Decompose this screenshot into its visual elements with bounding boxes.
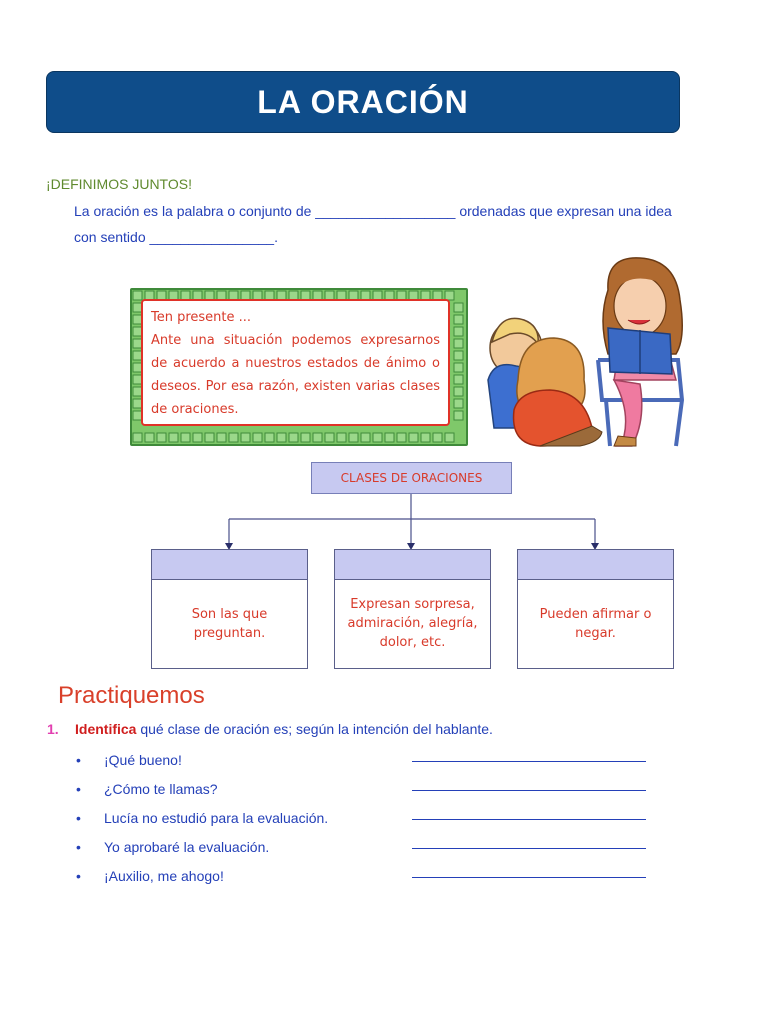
frame-cell xyxy=(301,433,310,442)
item-text: Lucía no estudió para la evaluación. xyxy=(104,809,329,826)
item-text: ¿Cómo te llamas? xyxy=(104,780,218,797)
card-header xyxy=(335,550,490,580)
page-title: LA ORACIÓN xyxy=(257,83,469,120)
bullet-icon: • xyxy=(76,867,81,884)
frame-cell xyxy=(265,433,274,442)
bullet-icon: • xyxy=(76,809,81,826)
class-card-declarative xyxy=(517,549,674,669)
answer-line[interactable] xyxy=(412,761,646,762)
answer-line[interactable] xyxy=(412,819,646,820)
practice-title: Practiquemos xyxy=(58,682,205,709)
frame-cell xyxy=(181,433,190,442)
frame-cell xyxy=(454,327,463,336)
note-box xyxy=(141,299,450,426)
frame-cell xyxy=(253,433,262,442)
frame-cell xyxy=(133,433,142,442)
note-title: Ten presente ... xyxy=(151,310,252,325)
frame-cell xyxy=(421,433,430,442)
list-item xyxy=(76,745,651,774)
frame-cell xyxy=(169,433,178,442)
frame-cell xyxy=(397,433,406,442)
section-heading: ¡DEFINIMOS JUNTOS! xyxy=(46,176,192,192)
frame-cell xyxy=(454,339,463,348)
frame-cell xyxy=(277,433,286,442)
answer-line[interactable] xyxy=(412,790,646,791)
answer-line[interactable] xyxy=(412,877,646,878)
frame-cell xyxy=(313,433,322,442)
frame-cell xyxy=(325,433,334,442)
frame-cell xyxy=(454,315,463,324)
frame-cell xyxy=(289,433,298,442)
frame-cell xyxy=(349,433,358,442)
frame-cell xyxy=(409,433,418,442)
frame-cell xyxy=(454,399,463,408)
card-text: Pueden afirmar o negar. xyxy=(539,606,652,641)
item-text: ¡Auxilio, me ahogo! xyxy=(104,867,224,884)
frame-cell xyxy=(454,303,463,312)
frame-cell xyxy=(157,433,166,442)
frame-cell xyxy=(385,433,394,442)
frame-cell xyxy=(133,291,142,300)
bullet-icon: • xyxy=(76,751,81,768)
list-item xyxy=(76,774,651,803)
frame-cell xyxy=(205,433,214,442)
frame-cell xyxy=(217,433,226,442)
exercise-number: 1. xyxy=(47,721,59,737)
exercise-list xyxy=(76,745,651,890)
definition-line-1: La oración es la palabra o conjunto de __________________ ordenadas que expresan una idea xyxy=(74,203,672,219)
children-reading-illustration xyxy=(480,250,695,455)
frame-cell xyxy=(229,433,238,442)
frame-cell xyxy=(454,363,463,372)
frame-cell xyxy=(373,433,382,442)
instruction-text: qué clase de oración es; según la intención del hablante. xyxy=(136,721,493,737)
list-item xyxy=(76,803,651,832)
frame-cell xyxy=(337,433,346,442)
class-card-interrogative xyxy=(151,549,308,669)
card-text: Son las que preguntan. xyxy=(191,606,268,641)
list-item xyxy=(76,861,651,890)
frame-cell xyxy=(454,375,463,384)
frame-cell xyxy=(454,387,463,396)
list-item xyxy=(76,832,651,861)
card-header xyxy=(518,550,673,580)
bullet-icon: • xyxy=(76,780,81,797)
exercise-instruction xyxy=(47,721,493,737)
frame-cell xyxy=(193,433,202,442)
frame-cell xyxy=(145,433,154,442)
frame-cell xyxy=(241,433,250,442)
card-text: Expresan sorpresa, admiración, alegría, dolor, etc. xyxy=(347,597,478,650)
note-body: Ante una situación podemos expresarnos de acuerdo a nuestros estados de ánimo o deseos. Por esa razón, existen varias clases de oraciones. xyxy=(151,333,440,417)
title-banner xyxy=(46,71,680,133)
answer-line[interactable] xyxy=(412,848,646,849)
instruction-verb: Identifica xyxy=(75,721,137,737)
item-text: Yo aprobaré la evaluación. xyxy=(104,838,270,855)
frame-cell xyxy=(454,351,463,360)
bullet-icon: • xyxy=(76,838,81,855)
definition-line-2: con sentido ________________. xyxy=(74,229,278,245)
frame-cell xyxy=(433,433,442,442)
class-card-exclamative xyxy=(334,549,491,669)
card-header xyxy=(152,550,307,580)
item-text: ¡Qué bueno! xyxy=(104,751,182,768)
classes-heading-box: CLASES DE ORACIONES xyxy=(311,462,512,494)
frame-cell xyxy=(361,433,370,442)
frame-cell xyxy=(445,433,454,442)
frame-cell xyxy=(454,411,463,420)
